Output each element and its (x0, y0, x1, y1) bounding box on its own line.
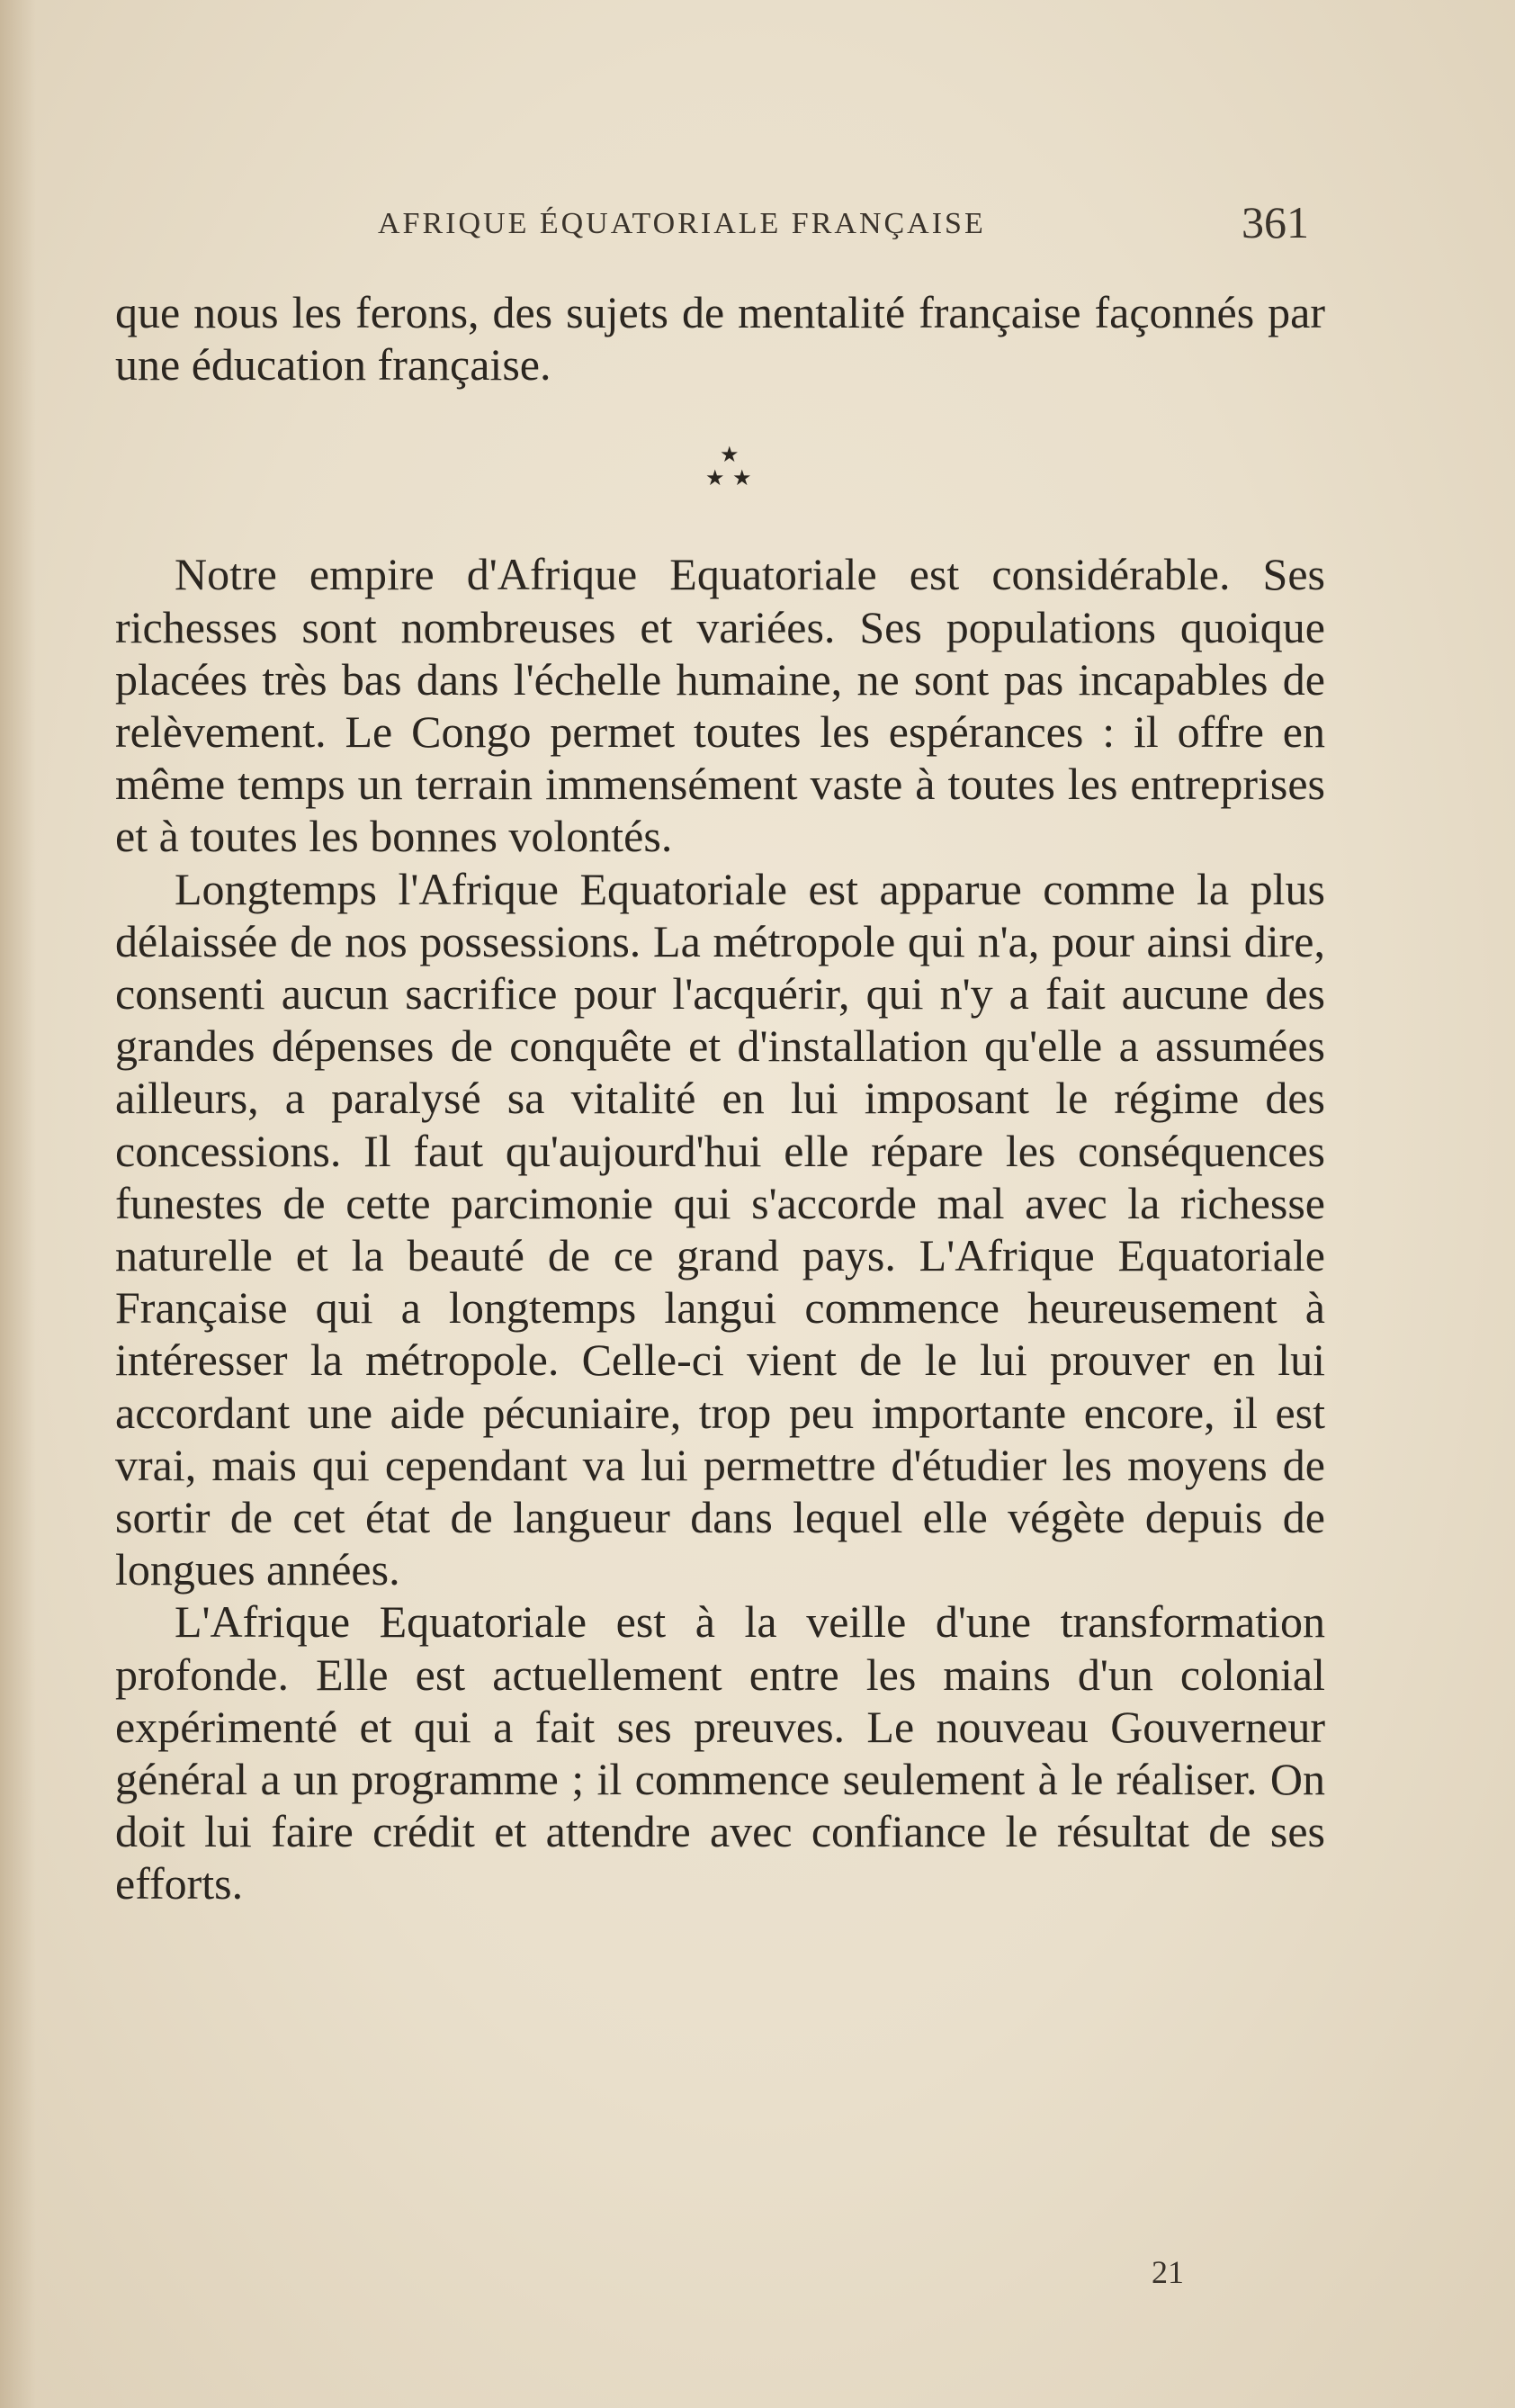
body-text (115, 286, 1325, 1910)
printer-signature-mark: 21 (1152, 2254, 1184, 2290)
running-title: AFRIQUE ÉQUATORIALE FRANÇAISE (378, 207, 986, 240)
paragraph-longtemps: Longtemps l'Afrique Equatoriale est apparue comme la plus délaissée de nos possessions. La métropole qui n'a, pour ainsi dire, consenti aucun sacrifice pour l'acquérir, qui n'y a fait aucune des grandes dépenses de conquête et d'installation qu'elle a assumées ailleurs, a paralysé sa vitalité en lui imposant le régime des concessions. Il faut qu'aujourd'hui elle répare les conséquences funestes de cette parcimonie qui s'accorde mal avec la richesse naturelle et la beauté de ce grand pays. L'Afrique Equatoriale Française qui a longtemps langui commence heureusement à intéresser la métropole. Celle-ci vient de le lui prouver en lui accordant une aide pécuniaire, trop peu importante encore, il est vrai, mais qui cependant va lui permettre d'étudier les moyens de sortir de cet état de langueur dans lequel elle végète depuis de longues années. (115, 863, 1325, 1595)
running-head (0, 197, 1515, 254)
asterism-star-top: ★ (720, 442, 740, 468)
paragraph-veille: L'Afrique Equatoriale est à la veille d'une transformation profonde. Elle est actuellement entre les mains d'un colonial expérimenté et qui a fait ses preuves. Le nouveau Gouverneur général a un programme ; il commence seulement à le réaliser. On doit lui faire crédit et attendre avec confiance le résultat de ses efforts. (115, 1596, 1325, 1909)
page-number: 361 (1242, 197, 1309, 247)
section-separator (115, 391, 1325, 548)
paragraph-empire: Notre empire d'Afrique Equatoriale est considérable. Ses richesses sont nombreuses et variées. Ses populations quoique placées très bas dans l'échelle humaine, ne sont pas incapables de relèvement. Le Congo permet toutes les espérances : il offre en même temps un terrain immensément vaste à toutes les entreprises et à toutes les bonnes volontés. (115, 549, 1325, 862)
paragraph-continuation: que nous les ferons, des sujets de mentalité française façonnés par une éducation française. (115, 287, 1325, 391)
page-edge-shadow (0, 0, 36, 2408)
asterism-star-right: ★ (732, 465, 752, 491)
asterism-star-left: ★ (705, 465, 725, 491)
asterism (115, 428, 1325, 491)
